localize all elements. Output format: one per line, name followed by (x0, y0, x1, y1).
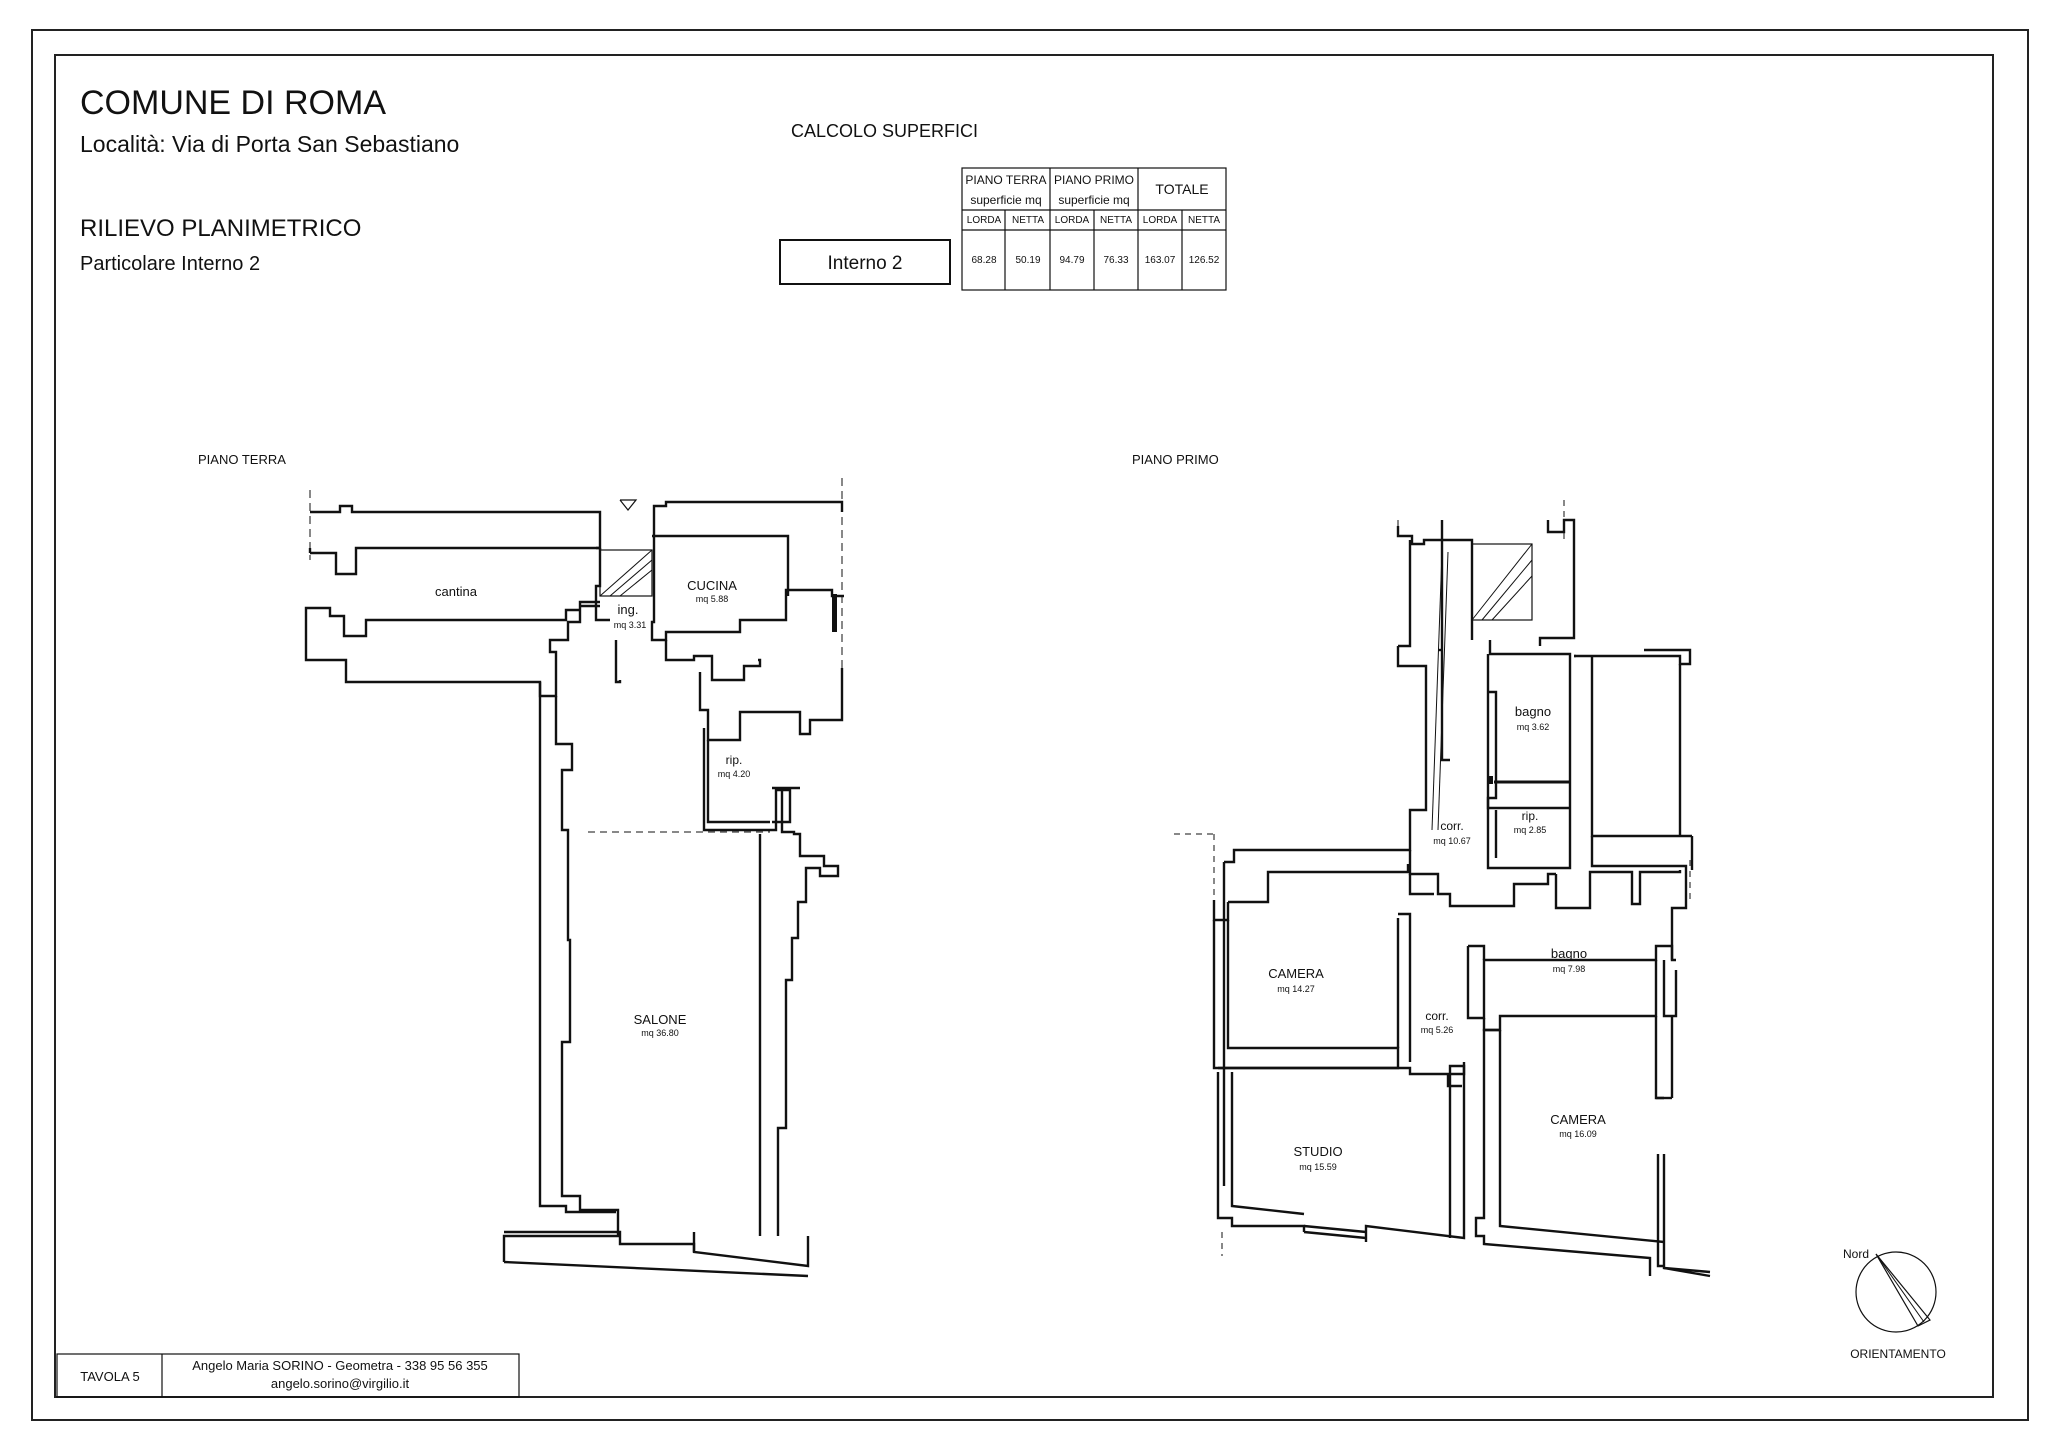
room-ingresso-name: ing. (617, 602, 639, 617)
room-bagno-small-name: bagno (1514, 704, 1552, 719)
author-email: angelo.sorino@virgilio.it (270, 1376, 410, 1391)
group-header-first-2: superficie mq (1058, 193, 1130, 207)
first-floor-plan (1174, 500, 1710, 1276)
room-corr-upper-name: corr. (1440, 819, 1464, 833)
room-camera-right-name: CAMERA (1550, 1112, 1606, 1127)
author-line: Angelo Maria SORINO - Geometra - 338 95 56 355 (192, 1358, 488, 1373)
room-salone-name: SALONE (633, 1012, 687, 1027)
room-ingresso-area: mq 3.31 (613, 620, 647, 630)
compass-icon (1856, 1252, 1936, 1332)
room-bagno-large-name: bagno (1550, 946, 1588, 961)
value-first-netta: 76.33 (1103, 255, 1129, 266)
room-corr-lower-area: mq 5.26 (1420, 1025, 1454, 1035)
subheader-total-lorda: LORDA (1142, 215, 1178, 226)
room-rip-name: rip. (725, 753, 743, 767)
group-header-ground-1: PIANO TERRA (965, 173, 1047, 187)
room-cantina-name: cantina (435, 584, 477, 599)
room-camera-left-area: mq 14.27 (1277, 984, 1315, 994)
ground-floor-plan (306, 478, 844, 1276)
group-header-ground-2: superficie mq (970, 193, 1042, 207)
group-header-first-1: PIANO PRIMO (1053, 173, 1135, 187)
room-salone-area: mq 36.80 (641, 1028, 679, 1038)
area-table-title: CALCOLO SUPERFICI (791, 121, 979, 141)
room-rip-area: mq 4.20 (717, 769, 751, 779)
value-ground-netta: 50.19 (1015, 255, 1041, 266)
room-corr-lower-name: corr. (1425, 1009, 1449, 1023)
sheet-number: TAVOLA 5 (80, 1369, 140, 1384)
location-line: Località: Via di Porta San Sebastiano (80, 131, 460, 157)
room-rip-first-area: mq 2.85 (1513, 825, 1547, 835)
compass-caption: ORIENTAMENTO (1850, 1347, 1946, 1361)
room-camera-left-name: CAMERA (1268, 966, 1324, 981)
unit-label: Interno 2 (827, 253, 903, 274)
municipality-title: COMUNE DI ROMA (80, 84, 386, 122)
room-bagno-large-area: mq 7.98 (1552, 964, 1586, 974)
survey-title: RILIEVO PLANIMETRICO (80, 215, 362, 242)
room-cucina-name: CUCINA (687, 578, 737, 593)
first-floor-label: PIANO PRIMO (1132, 452, 1219, 467)
subheader-total-netta: NETTA (1187, 215, 1221, 226)
value-total-netta: 126.52 (1188, 255, 1220, 266)
room-rip-first-name: rip. (1521, 809, 1539, 823)
compass (1856, 1252, 1936, 1332)
room-cucina-area: mq 5.88 (695, 594, 729, 604)
value-total-lorda: 163.07 (1144, 255, 1176, 266)
subheader-ground-netta: NETTA (1011, 215, 1045, 226)
value-ground-lorda: 68.28 (971, 255, 997, 266)
room-studio-name: STUDIO (1293, 1144, 1343, 1159)
subheader-first-lorda: LORDA (1054, 215, 1090, 226)
room-bagno-small-area: mq 3.62 (1516, 722, 1550, 732)
subheader-ground-lorda: LORDA (966, 215, 1002, 226)
room-camera-right-area: mq 16.09 (1559, 1129, 1597, 1139)
ground-floor-label: PIANO TERRA (198, 452, 286, 467)
room-corr-upper-area: mq 10.67 (1433, 836, 1471, 846)
detail-line: Particolare Interno 2 (80, 253, 261, 275)
value-first-lorda: 94.79 (1059, 255, 1085, 266)
room-studio-area: mq 15.59 (1299, 1162, 1337, 1172)
compass-north-label: Nord (1842, 1247, 1870, 1261)
group-header-total: TOTALE (1155, 181, 1209, 197)
subheader-first-netta: NETTA (1099, 215, 1133, 226)
